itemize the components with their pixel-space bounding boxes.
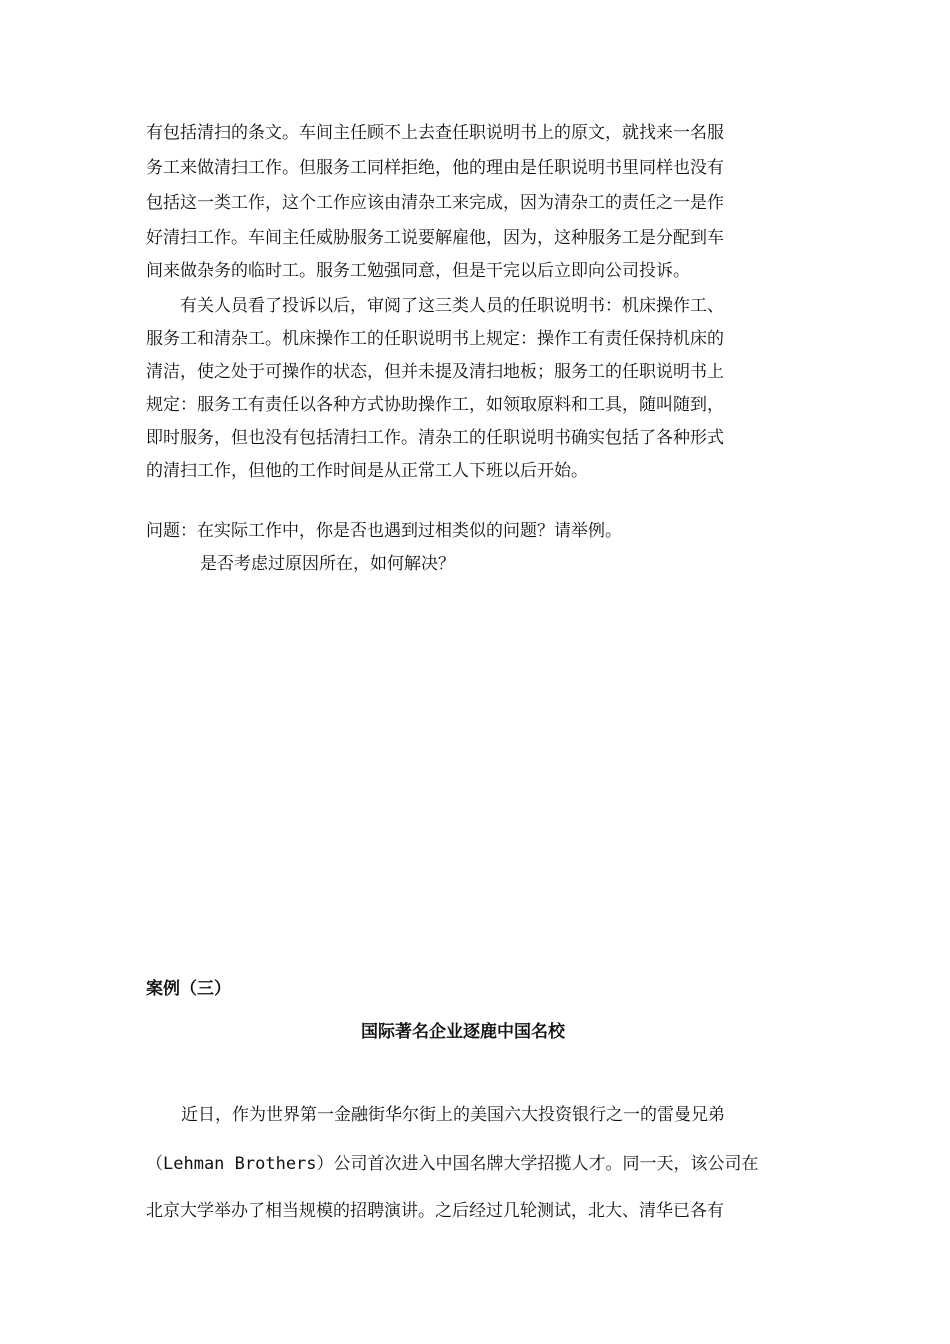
paren-open: （ xyxy=(146,1154,163,1174)
case-title: 国际著名企业逐鹿中国名校 xyxy=(361,1022,565,1042)
latin-name: Lehman Brothers xyxy=(163,1154,317,1174)
line-rest: ）公司首次进入中国名牌大学招揽人才。同一天，该公司在 xyxy=(316,1154,759,1174)
paragraph-line: 包括这一类工作，这个工作应该由清杂工来完成，因为清杂工的责任之一是作 xyxy=(146,193,724,213)
paragraph-line: 规定：服务工有责任以各种方式协助操作工，如领取原料和工具，随叫随到， xyxy=(146,395,724,415)
paragraph-line: 好清扫工作。车间主任威胁服务工说要解雇他，因为，这种服务工是分配到车 xyxy=(146,228,724,248)
paragraph-line: 的清扫工作，但他的工作时间是从正常工人下班以后开始。 xyxy=(146,461,588,481)
paragraph-line xyxy=(146,1149,759,1174)
question-line: 是否考虑过原因所在，如何解决？ xyxy=(200,554,455,574)
case-heading: 案例（三） xyxy=(146,979,231,999)
paragraph-line: 有关人员看了投诉以后，审阅了这三类人员的任职说明书：机床操作工、 xyxy=(180,296,724,316)
question-line: 问题：在实际工作中，你是否也遇到过相类似的问题？请举例。 xyxy=(146,521,622,541)
paragraph-line: 有包括清扫的条文。车间主任顾不上去查任职说明书上的原文，就找来一名服 xyxy=(146,123,724,143)
paragraph-line: 近日，作为世界第一金融街华尔街上的美国六大投资银行之一的雷曼兄弟 xyxy=(181,1105,725,1125)
paragraph-line: 清洁，使之处于可操作的状态，但并未提及清扫地板；服务工的任职说明书上 xyxy=(146,362,724,382)
paragraph-line: 即时服务，但也没有包括清扫工作。清杂工的任职说明书确实包括了各种形式 xyxy=(146,428,724,448)
paragraph-line: 务工来做清扫工作。但服务工同样拒绝，他的理由是任职说明书里同样也没有 xyxy=(146,158,724,178)
paragraph-line: 服务工和清杂工。机床操作工的任职说明书上规定：操作工有责任保持机床的 xyxy=(146,329,724,349)
paragraph-line: 间来做杂务的临时工。服务工勉强同意，但是干完以后立即向公司投诉。 xyxy=(146,261,690,281)
paragraph-line: 北京大学举办了相当规模的招聘演讲。之后经过几轮测试，北大、清华已各有 xyxy=(146,1201,724,1221)
